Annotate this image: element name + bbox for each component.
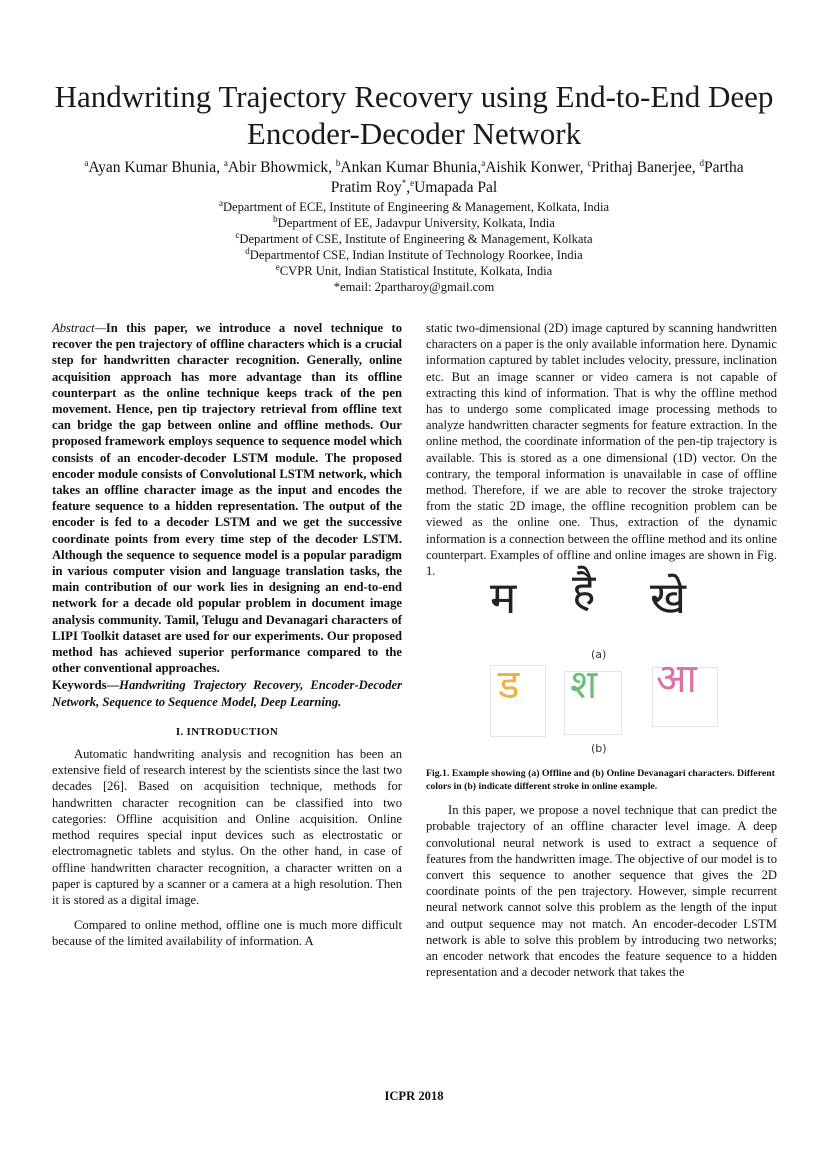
paper-title: Handwriting Trajectory Recovery using End-to-End Deep Encoder-Decoder Network <box>54 79 774 151</box>
intro-paragraph-2: Compared to online method, offline one is much more difficult because of the limited availability of information. A <box>52 918 402 949</box>
affiliation-a: $^a$Department of ECE, Institute of Engineering & Management, Kolkata, India <box>218 197 610 214</box>
offline-char-1: म <box>490 573 517 625</box>
author-line-2: Pratim Roy*,$^e$Umapada Pal <box>330 177 498 196</box>
figure-1-caption: Fig.1. Example showing (a) Offline and (b) Online Devanagari characters. Different colors in (b) indicate different stroke in online example. <box>426 768 775 793</box>
conference-footer: ICPR 2018 <box>384 1089 444 1103</box>
affiliation-b: $^b$Department of EE, Jadavpur University, Kolkata, India <box>273 213 555 230</box>
section-heading-introduction: I. INTRODUCTION <box>175 725 279 738</box>
affiliation-d: $^d$Departmentof CSE, Indian Institute of Technology Roorkee, India <box>245 245 583 262</box>
intro-paragraph-3: In this paper, we propose a novel technique that can predict the probable trajectory of an offline character level image. A deep convolutional neural network is used to extract a sequence of features from the handwritten image. The objective of our model is to convert this sequence to another sequence that gives the 2D coordinate points of the pen trajectory. However, simple recurrent neural network cannot solve this problem as the length of the input and output sequence may not match. An encoder-decoder LSTM network is able to solve this problem by introducing two networks; an encoder network that encodes the feature sequence to a hidden representation and a decoder network that takes the <box>426 803 777 980</box>
online-char-3: आ <box>656 656 697 703</box>
affiliation-c: $^c$Department of CSE, Institute of Engineering & Management, Kolkata <box>235 229 593 246</box>
author-line-1: $^a$Ayan Kumar Bhunia, $^a$Abir Bhowmick, $^b$Ankan Kumar Bhunia,$^a$Aishik Konwer, $^c$Prithaj Banerjee, $^d$Partha <box>84 157 744 176</box>
figure-1 <box>426 565 777 763</box>
right-column <box>426 320 777 980</box>
intro-paragraph-1: Automatic handwriting analysis and recognition has been an extensive field of research interest by the scientists since the last two decades [26]. Based on acquisition technique, methods for handwritten character recognition can be classified into two categories: Offline acquisition and Online acquisition. Online method requires special input devices such as electrostatic or electromagnetic tablets and stylus. On the other hand, in case of offline handwritten character recognition, a character written on a paper is captured by a scanner or a camera at a high resolution. Then it is stored as a digital image. <box>52 747 402 907</box>
figure-label-a: (a) <box>591 648 607 662</box>
keywords: Keywords—Handwriting Trajectory Recovery, Encoder-Decoder Network, Sequence to Sequence Model, Deep Learning. <box>52 678 402 709</box>
online-char-2: श <box>570 662 598 709</box>
author-list <box>50 158 778 198</box>
affiliation-e: $^e$CVPR Unit, Indian Statistical Institute, Kolkata, India <box>275 261 553 278</box>
offline-char-2: है <box>572 565 596 617</box>
abstract-label: Abstract— <box>52 321 106 335</box>
abstract: Abstract—In this paper, we introduce a novel technique to recover the pen trajectory of offline characters which is a crucial step for handwritten character recognition. Generally, online acquisition approach has more advantage than its offline counterpart as the online technique keeps track of the pen movement. Hence, pen tip trajectory retrieval from offline text can bridge the gap between online and offline methods. Our proposed framework employs sequence to sequence model which consists of an encoder-decoder LSTM module. The proposed encoder module consists of Convolutional LSTM network, which takes an offline character image as the input and encodes the feature sequence to a hidden representation. The output of the encoder is fed to a decoder LSTM and we get the successive coordinate points from every time step of the decoder LSTM. Although the sequence to sequence model is a popular paradigm in various computer vision and language translation tasks, the main contribution of our work lies in designing an end-to-end network for a decade old popular problem in document image analysis community. Tamil, Telugu and Devanagari characters of LIPI Toolkit dataset are used for our experiments. Our proposed method has achieved superior performance compared to the other conventional approaches. <box>52 321 402 676</box>
contact-email: *email: 2partharoy@gmail.com <box>333 280 495 294</box>
offline-char-3: खे <box>650 573 686 625</box>
left-column <box>52 320 402 950</box>
figure-label-b: (b) <box>591 742 607 756</box>
intro-paragraph-2-continued: static two-dimensional (2D) image captured by scanning handwritten characters on a paper is the only available information here. Dynamic information captured by tablet includes velocity, pressure, inclination etc. But an image scanner or video camera is not capable of extracting this kind of information. That is why the offline method has to undergo some complicated image processing methods to analyze handwritten character segments for feature extraction. In the online method, the coordinate information of the pen-tip trajectory is available. This is stored as a one dimensional (1D) vector. On the contrary, the temporal information is unavailable in case of offline method. Therefore, if we are able to recover the stroke trajectory from the static 2D image, the offline recognition problem can be viewed as the online one. Thus, extraction of the dynamic information is a connection between the offline method and its online counterpart. Examples of offline and online images are shown in Fig. 1. <box>426 321 777 579</box>
affiliations <box>80 199 748 295</box>
online-char-1: ड <box>498 662 520 709</box>
